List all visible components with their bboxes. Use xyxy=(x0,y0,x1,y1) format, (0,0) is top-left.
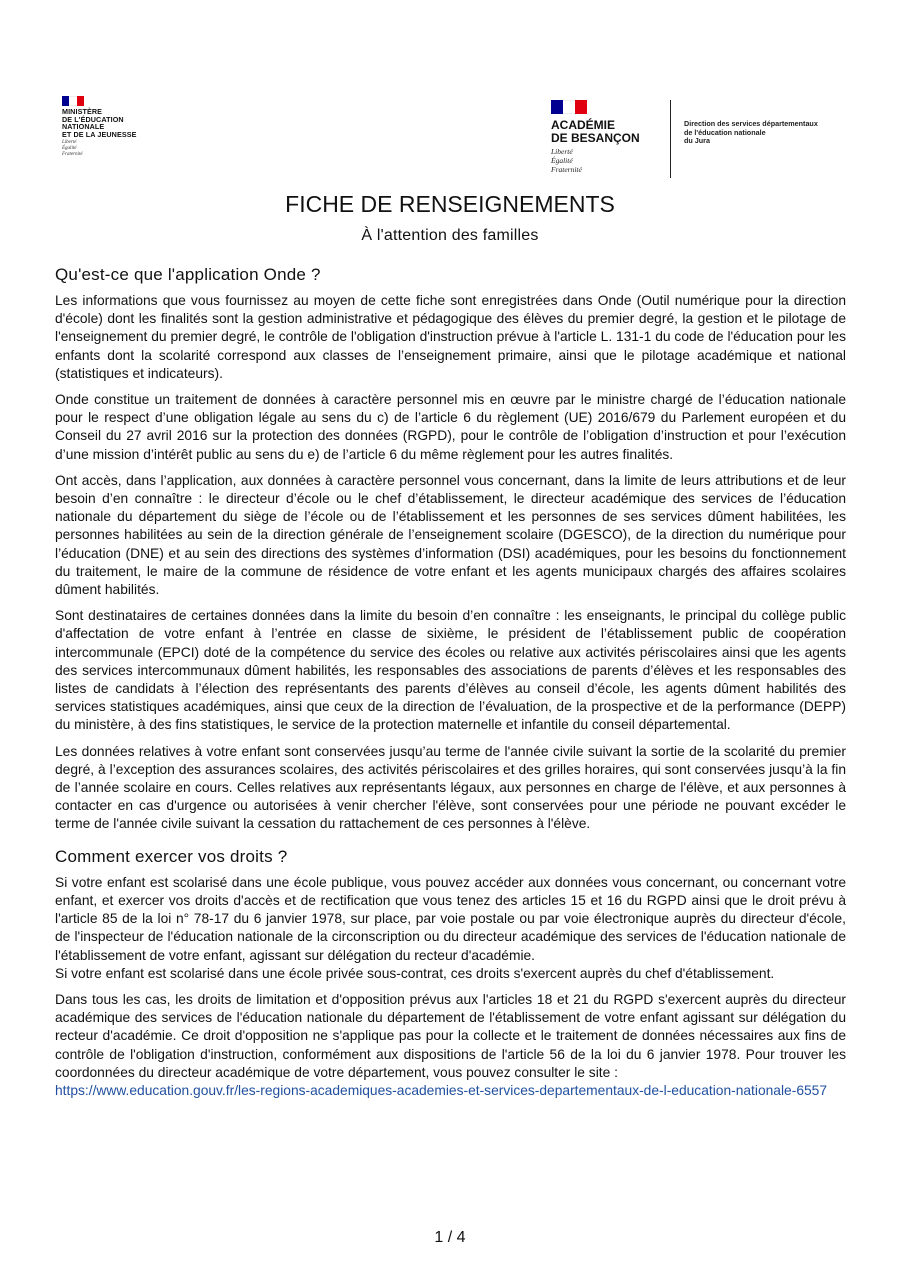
ministry-line: ET DE LA JEUNESSE xyxy=(62,129,137,139)
document-body xyxy=(55,264,846,1108)
page-title: FICHE DE RENSEIGNEMENTS xyxy=(285,191,615,217)
paragraph: Sont destinataires de certaines données dans la limite du besoin d’en connaître : les enseignants, le principal du collège public d'affectation de votre enfant à l’entrée en classe de sixième, le président de l’établissement public de coopération intercommunale (EPCI) doté de la compétence du service des écoles ou relative aux activités périscolaires ainsi que les agents des services intercommunaux dûment habilités, les responsables des associations de parents d’élèves et les responsables des listes de candidats à l’élection des représentants des parents d’élèves au conseil d’école, les agents dûment habilités des services statistiques académiques, ainsi que ceux de la direction de l’évaluation, de la prospective et de la performance (DEPP) du ministère, à des fins statistiques, le service de la protection maternelle et infantile du conseil départemental. xyxy=(55,608,846,733)
ministry-line: NATIONALE xyxy=(62,122,105,132)
ministry-logo xyxy=(62,96,162,157)
french-flag-icon xyxy=(551,100,587,114)
ministry-motto xyxy=(62,140,162,157)
paragraph: Onde constitue un traitement de données à caractère personnel mis en œuvre par le ministre chargé de l’éducation nationale pour le respect d’une obligation légale au sens du c) de l’article 6 du règlement (UE) 2016/679 du Parlement européen et du Conseil du 27 avril 2016 sur la protection des données (RGPD), pour le contrôle de l’obligation d’instruction et pour l’exécution d’une mission d’intérêt public au sens du e) de l’article 6 du même règlement pour les autres finalités. xyxy=(55,392,846,462)
motto-line: Égalité xyxy=(551,156,573,165)
page-number: 1 / 4 xyxy=(434,1229,466,1246)
page-subtitle: À l'attention des familles xyxy=(361,227,539,244)
link-paragraph xyxy=(55,1082,846,1100)
motto-line: Liberté xyxy=(551,147,573,156)
direction-line: Direction des services départementaux xyxy=(684,119,818,128)
ministry-name xyxy=(62,108,162,138)
french-flag-icon xyxy=(62,96,84,106)
motto-line: Égalité xyxy=(62,145,77,151)
direction-name xyxy=(684,120,818,146)
academy-motto xyxy=(551,147,841,174)
paragraph: Les données relatives à votre enfant sont conservées jusqu’au terme de l'année civile suivant la sortie de la scolarité du premier degré, à l’exception des assurances scolaires, des activités périscolaires et des grilles horaires, qui sont conservées jusqu’à la fin de l’année scolaire en cours. Celles relatives aux représentants légaux, aux personnes en charge de l'élève, et aux personnes à contacter en cas d'urgence ou autorisées à venir chercher l'élève, sont conservées pour une période ne pouvant excéder le terme de l'année civile suivant la cessation du rattachement de ces personnes à l'élève. xyxy=(55,743,846,832)
ministry-line: MINISTÈRE xyxy=(62,107,103,116)
education-site-link[interactable]: https://www.education.gouv.fr/les-regions-academiques-academies-et-services-departementaux-de-l-education-nationale-6557 xyxy=(55,1082,828,1098)
motto-line: Fraternité xyxy=(62,151,83,157)
motto-line: Liberté xyxy=(62,140,77,146)
paragraph: Les informations que vous fournissez au moyen de cette fiche sont enregistrées dans Onde (Outil numérique pour la direction d'école) dont les finalités sont la gestion administrative et pédagogique des élèves du premier degré, la gestion et le pilotage de l'enseignement du premier degré, le contrôle de l'obligation d'instruction prévue à l'article L. 131-1 du code de l'éducation pour les enfants dont la scolarité correspond aux classes de l’enseignement primaire, ainsi que le pilotage académique et national (statistiques et indicateurs). xyxy=(55,293,846,381)
ministry-line: DE L'ÉDUCATION xyxy=(62,114,124,124)
direction-line: de l'éducation nationale xyxy=(684,127,766,137)
paragraph: Si votre enfant est scolarisé dans une école publique, vous pouvez accéder aux données vous concernant, ou concernant votre enfant, et exercer vos droits d'accès et de rectification que vous tenez des articles 15 et 16 du RGPD ainsi que le droit prévu à l'article 85 de la loi n° 78-17 du 6 janvier 1978, sur place, par voie postale ou par voie électronique auprès du directeur d'école, de l'inspecteur de l'éducation nationale de la circonscription ou du directeur académique des services de l'éducation nationale de l'établissement de votre enfant, agissant sur délégation du recteur d'académie. xyxy=(55,874,846,963)
direction-line: du Jura xyxy=(684,136,710,146)
paragraph: Dans tous les cas, les droits de limitation et d'opposition prévus aux l'articles 18 et 21 du RGPD s'exercent auprès du directeur académique des services de l'éducation nationale du département de l'établissement de votre enfant agissant sur délégation du recteur d'académie. Ce droit d'opposition ne s'applique pas pour la collecte et le traitement de données nécessaires aux fins de contrôle de l'obligation d'instruction, conformément aux dispositions de l'article 56 de la loi du 6 janvier 1978. Pour trouver les coordonnées du directeur académique de votre département, vous pouvez consulter le site : xyxy=(55,991,846,1080)
academy-line: ACADÉMIE xyxy=(551,118,616,132)
academy-line: DE BESANÇON xyxy=(551,130,640,145)
logo-divider xyxy=(670,100,671,178)
motto-line: Fraternité xyxy=(551,165,582,174)
section-heading-onde: Qu'est-ce que l'application Onde ? xyxy=(55,265,321,284)
section-heading-rights: Comment exercer vos droits ? xyxy=(55,846,288,866)
academy-logo xyxy=(551,100,841,178)
paragraph: Si votre enfant est scolarisé dans une école privée sous-contrat, ces droits s'exercent auprès du chef d'établissement. xyxy=(55,965,775,981)
paragraph: Ont accès, dans l’application, aux données à caractère personnel vous concernant, dans la limite de leurs attributions et de leur besoin d’en connaître : le directeur d’école ou le chef d’établissement, le directeur académique des services de l’éducation nationale du département du siège de l’école ou de l’établissement et les personnes de ses services dûment habilitées, les personnes habilitées au sein de la direction générale de l’enseignement scolaire (DGESCO), de la direction du numérique pour l’éducation (DNE) et au sein des directions des systèmes d’information (DSI) académiques, pour les besoins du fonctionnement du traitement, le maire de la commune de résidence de votre enfant et les agents municipaux chargés des affaires scolaires dûment habilités. xyxy=(55,472,846,598)
